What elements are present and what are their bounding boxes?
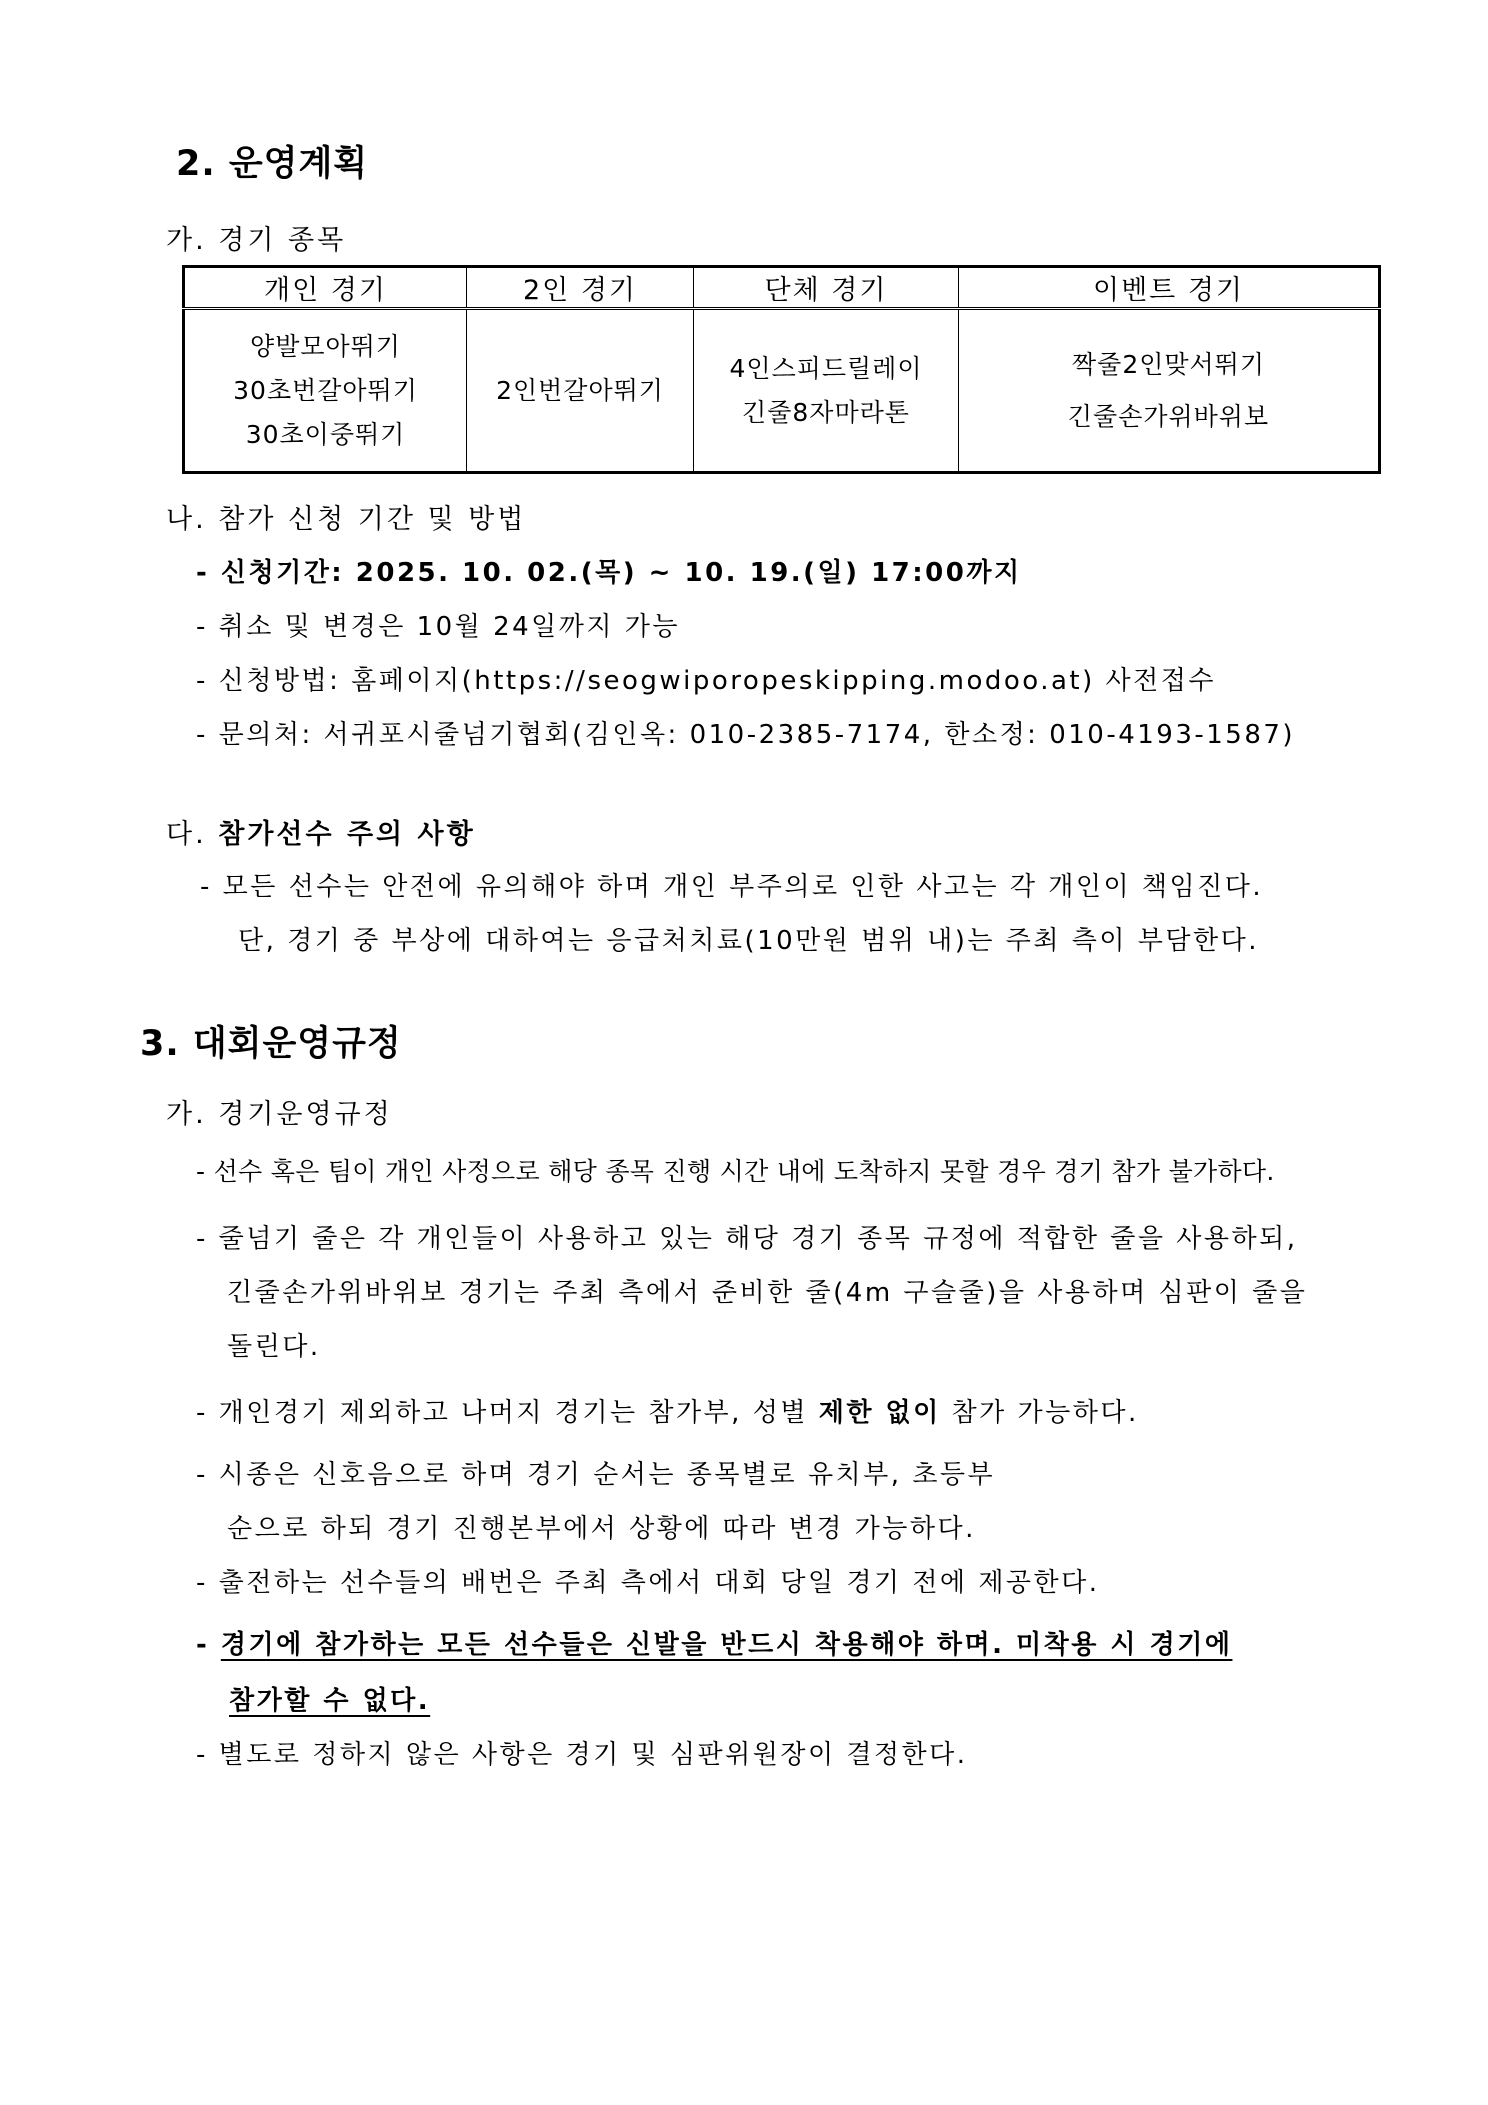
cell-team: [694, 309, 959, 473]
event-item: 4인스피드릴레이: [729, 353, 923, 383]
rule3-post: 참가 가능하다.: [940, 1398, 1139, 1428]
rule-shoes-line-2: 참가할 수 없다.: [229, 1686, 431, 1716]
cell-pair: [467, 309, 694, 473]
rule-open-participation: [196, 1392, 1139, 1429]
rule-rope-line-1: - 줄넘기 줄은 각 개인들이 사용하고 있는 해당 경기 종목 규정에 적합한 줄을 사용하되,: [196, 1224, 1298, 1254]
section3-title: 3. 대회운영규정: [140, 1024, 402, 1064]
rule3-bold: 제한 없이: [818, 1398, 941, 1428]
contact-info: - 문의처: 서귀포시줄넘기협회(김인옥: 010-2385-7174, 한소정: 010-4193-1587): [196, 720, 1296, 750]
event-item: 긴줄8자마라톤: [742, 397, 910, 427]
rule-rope-line-2: 긴줄손가위바위보 경기는 주최 측에서 준비한 줄(4m 구슬줄)을 사용하며 심판이 줄을: [227, 1278, 1308, 1308]
section2-title: 2. 운영계획: [176, 144, 369, 184]
rule6-dash: -: [196, 1630, 221, 1660]
event-item: 30초번갈아뛰기: [233, 375, 418, 405]
sub-da-title: 참가선수 주의 사항: [218, 819, 476, 850]
rule-start-signal-line-1: - 시종은 신호음으로 하며 경기 순서는 종목별로 유치부, 초등부: [196, 1460, 996, 1490]
caution-line-1: - 모든 선수는 안전에 유의해야 하며 개인 부주의로 인한 사고는 각 개인이 책임진다.: [200, 872, 1264, 902]
rule-late-arrival: - 선수 혹은 팀이 개인 사정으로 해당 종목 진행 시간 내에 도착하지 못할 경우 경기 참가 불가하다.: [196, 1157, 1275, 1186]
rule-start-signal-line-2: 순으로 하되 경기 진행본부에서 상황에 따라 변경 가능하다.: [227, 1514, 976, 1544]
caution-line-2: 단, 경기 중 부상에 대하여는 응급처치료(10만원 범위 내)는 주최 측이 부담한다.: [238, 926, 1260, 956]
rule-bib-numbers: - 출전하는 선수들의 배번은 주최 측에서 대회 당일 경기 전에 제공한다.: [196, 1568, 1100, 1598]
rule6-text-1: 경기에 참가하는 모든 선수들은 신발을 반드시 착용해야 하며. 미착용 시 경기에: [220, 1630, 1233, 1660]
section2-sub-da: [166, 812, 476, 851]
event-item: 양발모아뛰기: [250, 331, 401, 361]
application-method: - 신청방법: 홈페이지(https://seogwiporopeskipping.modoo.at) 사전접수: [196, 666, 1216, 696]
cell-event: [959, 309, 1380, 473]
event-item: 긴줄손가위바위보: [1067, 401, 1270, 431]
rule-other-matters: - 별도로 정하지 않은 사항은 경기 및 심판위원장이 결정한다.: [196, 1740, 968, 1770]
header-event: 이벤트 경기: [959, 267, 1380, 309]
section2-sub-na: 나. 참가 신청 기간 및 방법: [166, 504, 527, 535]
header-individual: 개인 경기: [184, 267, 467, 309]
header-pair: 2인 경기: [467, 267, 694, 309]
event-table: [182, 265, 1381, 474]
sub-da-prefix: 다.: [166, 819, 219, 850]
cell-individual: [184, 309, 467, 473]
event-table-header-row: [184, 267, 1380, 309]
event-table-row: [184, 309, 1380, 473]
rule-shoes-line-1: [196, 1624, 1232, 1661]
section3-sub-ga: 가. 경기운영규정: [166, 1099, 393, 1130]
application-period: - 신청기간: 2025. 10. 02.(목) ~ 10. 19.(일) 17:00까지: [196, 558, 1022, 588]
event-item: 2인번갈아뛰기: [496, 375, 664, 405]
header-team: 단체 경기: [694, 267, 959, 309]
cancel-change-note: - 취소 및 변경은 10월 24일까지 가능: [196, 612, 681, 642]
event-item: 짝줄2인맞서뛰기: [1072, 349, 1265, 379]
event-item: 30초이중뛰기: [245, 419, 406, 449]
section2-sub-ga: 가. 경기 종목: [166, 225, 347, 256]
rule-rope-line-3: 돌린다.: [227, 1332, 321, 1362]
rule3-pre: - 개인경기 제외하고 나머지 경기는 참가부, 성별: [196, 1398, 819, 1428]
